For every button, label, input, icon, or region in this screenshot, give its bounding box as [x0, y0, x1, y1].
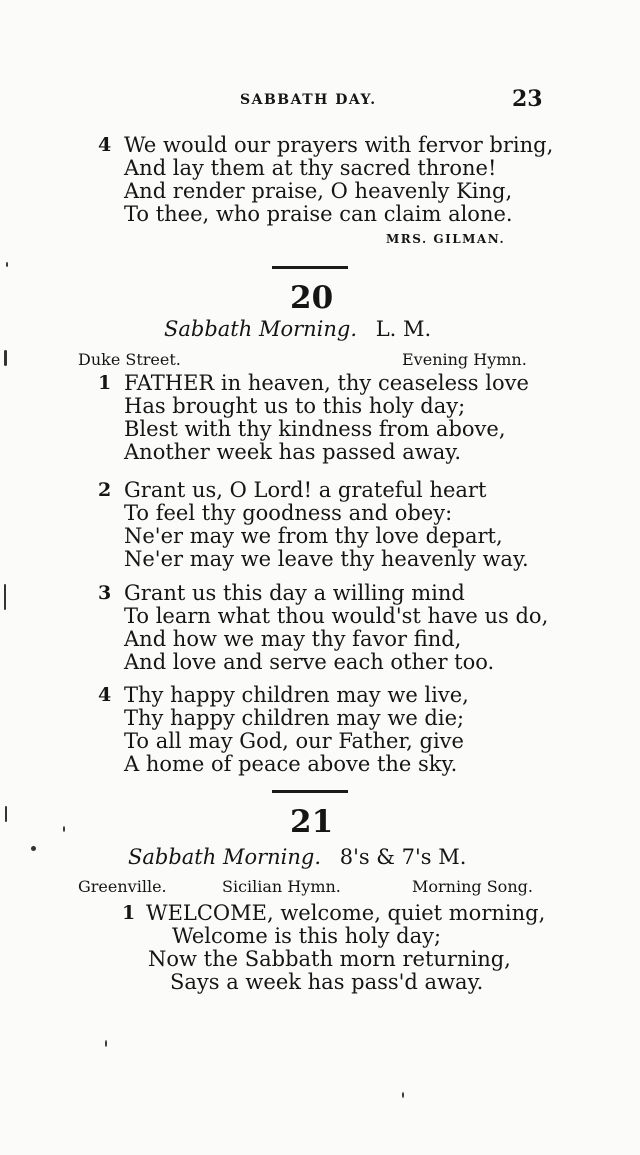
verse-line: Another week has passed away. — [124, 440, 461, 464]
hymn-number: 20 — [290, 280, 334, 316]
scan-speck — [63, 826, 65, 832]
scan-speck — [402, 1092, 404, 1098]
verse-line: Blest with thy kindness from above, — [124, 417, 506, 441]
hymn-meter: L. M. — [375, 317, 432, 341]
running-title: SABBATH DAY. — [240, 92, 377, 108]
verse-line: And lay them at thy sacred throne! — [124, 156, 497, 180]
verse-line: And how we may thy favor find, — [124, 627, 462, 651]
verse-line: Now the Sabbath morn returning, — [148, 947, 511, 971]
verse-line: A home of peace above the sky. — [124, 752, 458, 776]
verse-line: To learn what thou would'st have us do, — [124, 604, 549, 628]
verse-line: Grant us this day a willing mind — [124, 581, 465, 605]
section-rule — [272, 266, 348, 269]
scan-speck — [105, 1040, 107, 1047]
stanza-number: 1 — [98, 372, 112, 394]
tune-name: Greenville. — [78, 877, 167, 896]
verse-line: Says a week has pass'd away. — [170, 970, 484, 994]
verse-line: To feel thy goodness and obey: — [124, 501, 453, 525]
verse-line: Welcome is this holy day; — [172, 924, 442, 948]
hymn-title — [164, 317, 431, 341]
verse-line: Ne'er may we leave thy heavenly way. — [124, 547, 529, 571]
verse-line: WELCOME, welcome, quiet morning, — [146, 901, 546, 925]
page-number: 23 — [512, 86, 543, 112]
scan-speck — [6, 262, 8, 267]
stanza-number: 2 — [98, 479, 112, 501]
verse-line: Has brought us to this holy day; — [124, 394, 466, 418]
tune-name: Evening Hymn. — [402, 350, 527, 369]
verse-line: Thy happy children may we live, — [124, 683, 469, 707]
stanza-number: 3 — [98, 582, 112, 604]
scan-speck — [4, 350, 7, 366]
verse-line: And render praise, O heavenly King, — [124, 179, 513, 203]
hymn-meter: 8's & 7's M. — [339, 845, 467, 869]
stanza-number: 4 — [98, 684, 112, 706]
author-attribution: MRS. GILMAN. — [386, 232, 506, 246]
scan-speck — [5, 806, 7, 822]
hymn-title-text: Sabbath Morning. — [164, 317, 358, 341]
hymn-number: 21 — [290, 804, 334, 840]
verse-line: FATHER in heaven, thy ceaseless love — [124, 371, 529, 395]
verse-line: To all may God, our Father, give — [124, 729, 464, 753]
hymn-title-text: Sabbath Morning. — [128, 845, 322, 869]
verse-line: Grant us, O Lord! a grateful heart — [124, 478, 487, 502]
tune-name: Morning Song. — [412, 877, 533, 896]
tune-name: Sicilian Hymn. — [222, 877, 341, 896]
scan-speck — [31, 846, 36, 851]
verse-line: We would our prayers with fervor bring, — [124, 133, 554, 157]
verse-line: Thy happy children may we die; — [124, 706, 465, 730]
tune-name: Duke Street. — [78, 350, 181, 369]
stanza-number: 4 — [98, 134, 112, 156]
scan-speck — [4, 584, 6, 610]
stanza-number: 1 — [122, 902, 136, 924]
hymn-title — [128, 845, 466, 869]
verse-line: To thee, who praise can claim alone. — [124, 202, 513, 226]
verse-line: And love and serve each other too. — [124, 650, 495, 674]
verse-line: Ne'er may we from thy love depart, — [124, 524, 503, 548]
section-rule — [272, 790, 348, 793]
